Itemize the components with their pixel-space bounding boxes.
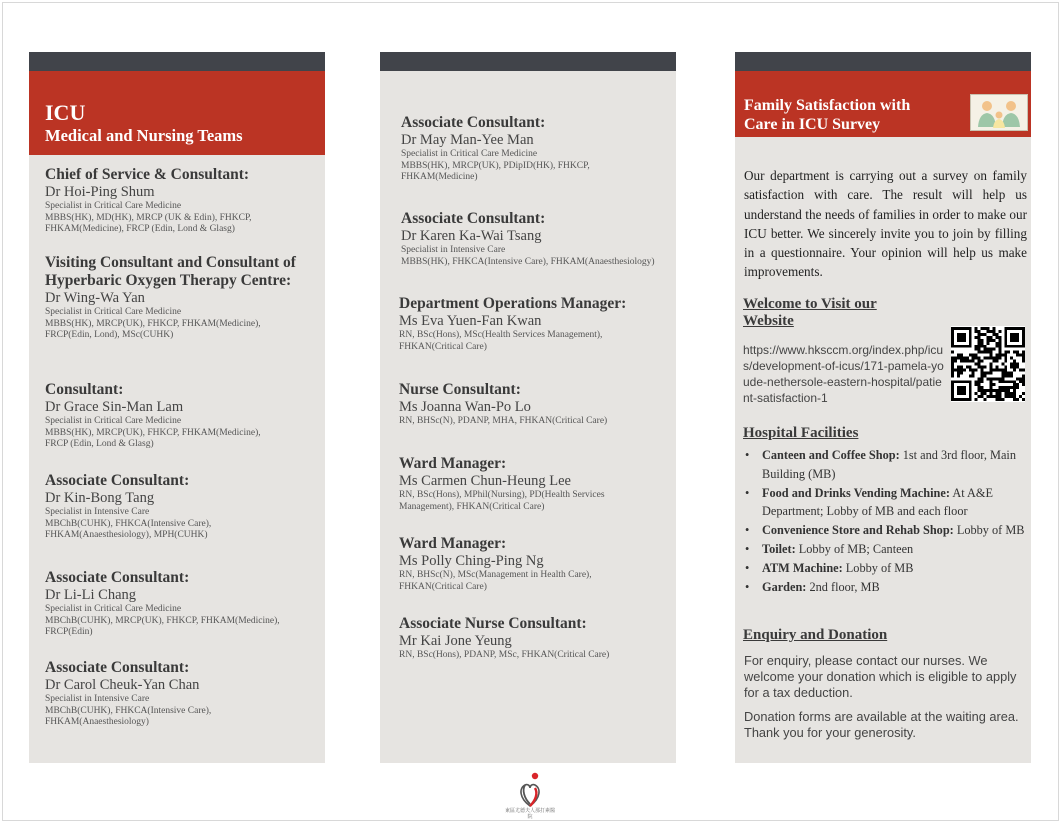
staff-qual: Specialist in Intensive Care <box>45 507 150 517</box>
staff-role: Associate Consultant: <box>45 472 190 489</box>
website-heading-line1: Welcome to Visit our <box>743 296 877 312</box>
website-heading-line2: Website <box>743 313 794 329</box>
hospital-logo-text: 東區尤德夫人那打素醫院 <box>505 808 556 820</box>
staff-qual: RN, BSc(Hons), MPhil(Nursing), PD(Health Services <box>399 490 605 500</box>
staff-name: Dr May Man-Yee Man <box>401 132 534 148</box>
staff-qual: RN, BSc(Hons), PDANP, MSc, FHKAN(Critical Care) <box>399 650 610 660</box>
staff-role: Chief of Service & Consultant: <box>45 166 250 183</box>
survey-intro: Our department is carrying out a survey on family satisfaction with care. The result will help us understand the needs of families in order to make our ICU better. We sincerely invite you to join by filling in a questionnaire. Your opinion will help us make improvements. <box>744 168 1027 280</box>
staff-role: Department Operations Manager: <box>399 295 627 312</box>
staff-name: Dr Grace Sin-Man Lam <box>45 399 184 415</box>
staff-role: Consultant: <box>45 381 124 398</box>
enquiry-heading: Enquiry and Donation <box>743 627 888 643</box>
staff-name: Dr Karen Ka-Wai Tsang <box>401 228 542 244</box>
staff-qual: Specialist in Critical Care Medicine <box>401 149 538 159</box>
list-item <box>743 578 1027 597</box>
facility-detail: Lobby of MB <box>842 560 914 575</box>
staff-entry <box>399 295 674 353</box>
icu-team-header <box>29 71 325 155</box>
list-item <box>743 540 1027 559</box>
staff-qual: RN, BHSc(N), MSc(Management in Health Care), <box>399 570 592 580</box>
staff-qual: Specialist in Critical Care Medicine <box>45 604 182 614</box>
staff-qual: FHKAM(Anaesthesiology) <box>45 717 149 727</box>
staff-qual: MBChB(CUHK), FHKCA(Intensive Care), <box>45 705 212 716</box>
facility-name: Convenience Store and Rehab Shop: <box>762 523 954 538</box>
facility-detail: 1st and 3rd floor, Main Building (MB) <box>762 448 1016 481</box>
staff-qual: MBBS(HK), MRCP(UK), PDipID(HK), FHKCP, <box>401 160 590 171</box>
qr-code-icon <box>951 326 1025 402</box>
staff-qual: Specialist in Intensive Care <box>45 694 150 704</box>
staff-qual: Specialist in Critical Care Medicine <box>45 201 182 211</box>
staff-name: Ms Carmen Chun-Heung Lee <box>399 473 571 489</box>
staff-qual: FHKAN(Critical Care) <box>399 581 487 592</box>
staff-entry <box>45 381 317 451</box>
staff-name: Dr Carol Cheuk-Yan Chan <box>45 677 200 693</box>
staff-role: Associate Consultant: <box>45 569 190 586</box>
staff-qual: RN, BHSc(N), PDANP, MHA, FHKAN(Critical Care) <box>399 416 608 426</box>
facility-name: Garden: <box>762 579 807 594</box>
website-url: https://www.hksccm.org/index.php/icus/development-of-icus/171-pamela-youde-nethersole-eastern-hospital/patient-satisfaction-1 <box>743 343 944 405</box>
staff-name: Ms Polly Ching-Ping Ng <box>399 553 544 569</box>
facilities-heading: Hospital Facilities <box>743 425 859 441</box>
staff-role: Visiting Consultant and Consultant of Hyperbaric Oxygen Therapy Centre: <box>45 254 296 289</box>
staff-qual: MBBS(HK), MD(HK), MRCP (UK & Edin), FHKCP, <box>45 212 252 223</box>
staff-role: Ward Manager: <box>399 455 507 472</box>
staff-entry <box>399 381 674 428</box>
website-url-link[interactable] <box>743 342 948 406</box>
staff-qual: Specialist in Critical Care Medicine <box>45 416 182 426</box>
facility-name: Canteen and Coffee Shop: <box>762 448 900 462</box>
staff-role: Associate Consultant: <box>45 659 190 676</box>
staff-name: Dr Li-Li Chang <box>45 587 137 603</box>
staff-qual: MBBS(HK), MRCP(UK), FHKCP, FHKAM(Medicine), <box>45 427 261 438</box>
list-item <box>743 521 1027 540</box>
staff-name: Mr Kai Jone Yeung <box>399 633 512 649</box>
donation-text: Donation forms are available at the waiting area. Thank you for your generosity. <box>744 709 1019 740</box>
staff-entry <box>45 254 317 342</box>
staff-qual: RN, BSc(Hons), MSc(Health Services Management), <box>399 330 603 340</box>
staff-qual: MBBS(HK), MRCP(UK), FHKCP, FHKAM(Medicine), <box>45 318 261 329</box>
staff-role: Associate Nurse Consultant: <box>399 615 587 632</box>
facility-detail: Lobby of MB; Canteen <box>795 541 914 556</box>
facility-detail: Lobby of MB <box>953 523 1025 538</box>
list-item <box>743 484 1027 522</box>
staff-qual: MBBS(HK), FHKCA(Intensive Care), FHKAM(Anaesthesiology) <box>401 256 655 267</box>
staff-qual: FHKAM(Anaesthesiology), MPH(CUHK) <box>45 530 208 540</box>
survey-title-line2: Care in ICU Survey <box>744 116 881 133</box>
staff-name: Dr Wing-Wa Yan <box>45 290 145 306</box>
facility-name: Food and Drinks Vending Machine: <box>762 485 950 500</box>
staff-entry <box>45 569 317 639</box>
list-item <box>743 446 1027 484</box>
staff-qual: Specialist in Intensive Care <box>401 245 506 255</box>
staff-qual: FHKAM(Medicine) <box>401 172 478 182</box>
staff-entry <box>401 114 676 184</box>
staff-qual: FRCP(Edin) <box>45 627 93 637</box>
icu-team-panel-middle <box>380 52 676 763</box>
staff-role: Associate Consultant: <box>401 114 546 131</box>
panel-top-bar <box>380 52 676 71</box>
staff-entry <box>399 535 674 593</box>
staff-qual: FHKAN(Critical Care) <box>399 341 487 352</box>
website-heading <box>743 296 877 330</box>
list-item <box>743 559 1027 578</box>
staff-qual: MBChB(CUHK), FHKCA(Intensive Care), <box>45 518 212 529</box>
staff-entry <box>45 166 317 236</box>
staff-entry <box>399 615 674 662</box>
enquiry-text: For enquiry, please contact our nurses. We welcome your donation which is eligible to apply for a tax deduction. <box>744 653 1017 700</box>
survey-title-line1: Family Satisfaction with <box>744 97 911 114</box>
panel-top-bar <box>29 52 325 71</box>
facilities-list <box>743 446 1027 596</box>
staff-role: Nurse Consultant: <box>399 381 521 398</box>
family-icon <box>970 94 1028 131</box>
staff-name: Ms Joanna Wan-Po Lo <box>399 399 531 415</box>
icu-team-panel-left <box>29 52 325 763</box>
facility-name: ATM Machine: <box>762 560 843 575</box>
staff-qual: FHKAM(Medicine), FRCP (Edin, Lond & Glasg) <box>45 224 235 234</box>
staff-qual: Specialist in Critical Care Medicine <box>45 307 182 317</box>
staff-role: Ward Manager: <box>399 535 507 552</box>
survey-info-panel <box>735 52 1031 763</box>
staff-entry <box>399 455 674 513</box>
staff-name: Ms Eva Yuen-Fan Kwan <box>399 313 542 329</box>
staff-qual: Management), FHKAN(Critical Care) <box>399 501 545 512</box>
staff-qual: FRCP(Edin, Lond), MSc(CUHK) <box>45 330 174 340</box>
staff-entry <box>401 210 676 268</box>
staff-name: Dr Kin-Bong Tang <box>45 490 155 506</box>
hospital-logo-icon <box>505 770 555 818</box>
staff-qual: MBChB(CUHK), MRCP(UK), FHKCP, FHKAM(Medicine), <box>45 615 280 626</box>
staff-entry <box>45 659 317 729</box>
staff-role: Associate Consultant: <box>401 210 546 227</box>
panel-top-bar <box>735 52 1031 71</box>
survey-header <box>735 71 1031 137</box>
header-subtitle: Medical and Nursing Teams <box>45 126 243 145</box>
staff-qual: FRCP (Edin, Lond & Glasg) <box>45 439 154 449</box>
staff-entry <box>45 472 317 542</box>
facility-detail: At A&E Department; Lobby of MB and each floor <box>762 485 993 519</box>
staff-name: Dr Hoi-Ping Shum <box>45 184 155 200</box>
header-title: ICU <box>45 100 86 125</box>
survey-title <box>744 96 910 134</box>
facility-name: Toilet: <box>762 541 796 556</box>
facility-detail: 2nd floor, MB <box>806 579 880 594</box>
